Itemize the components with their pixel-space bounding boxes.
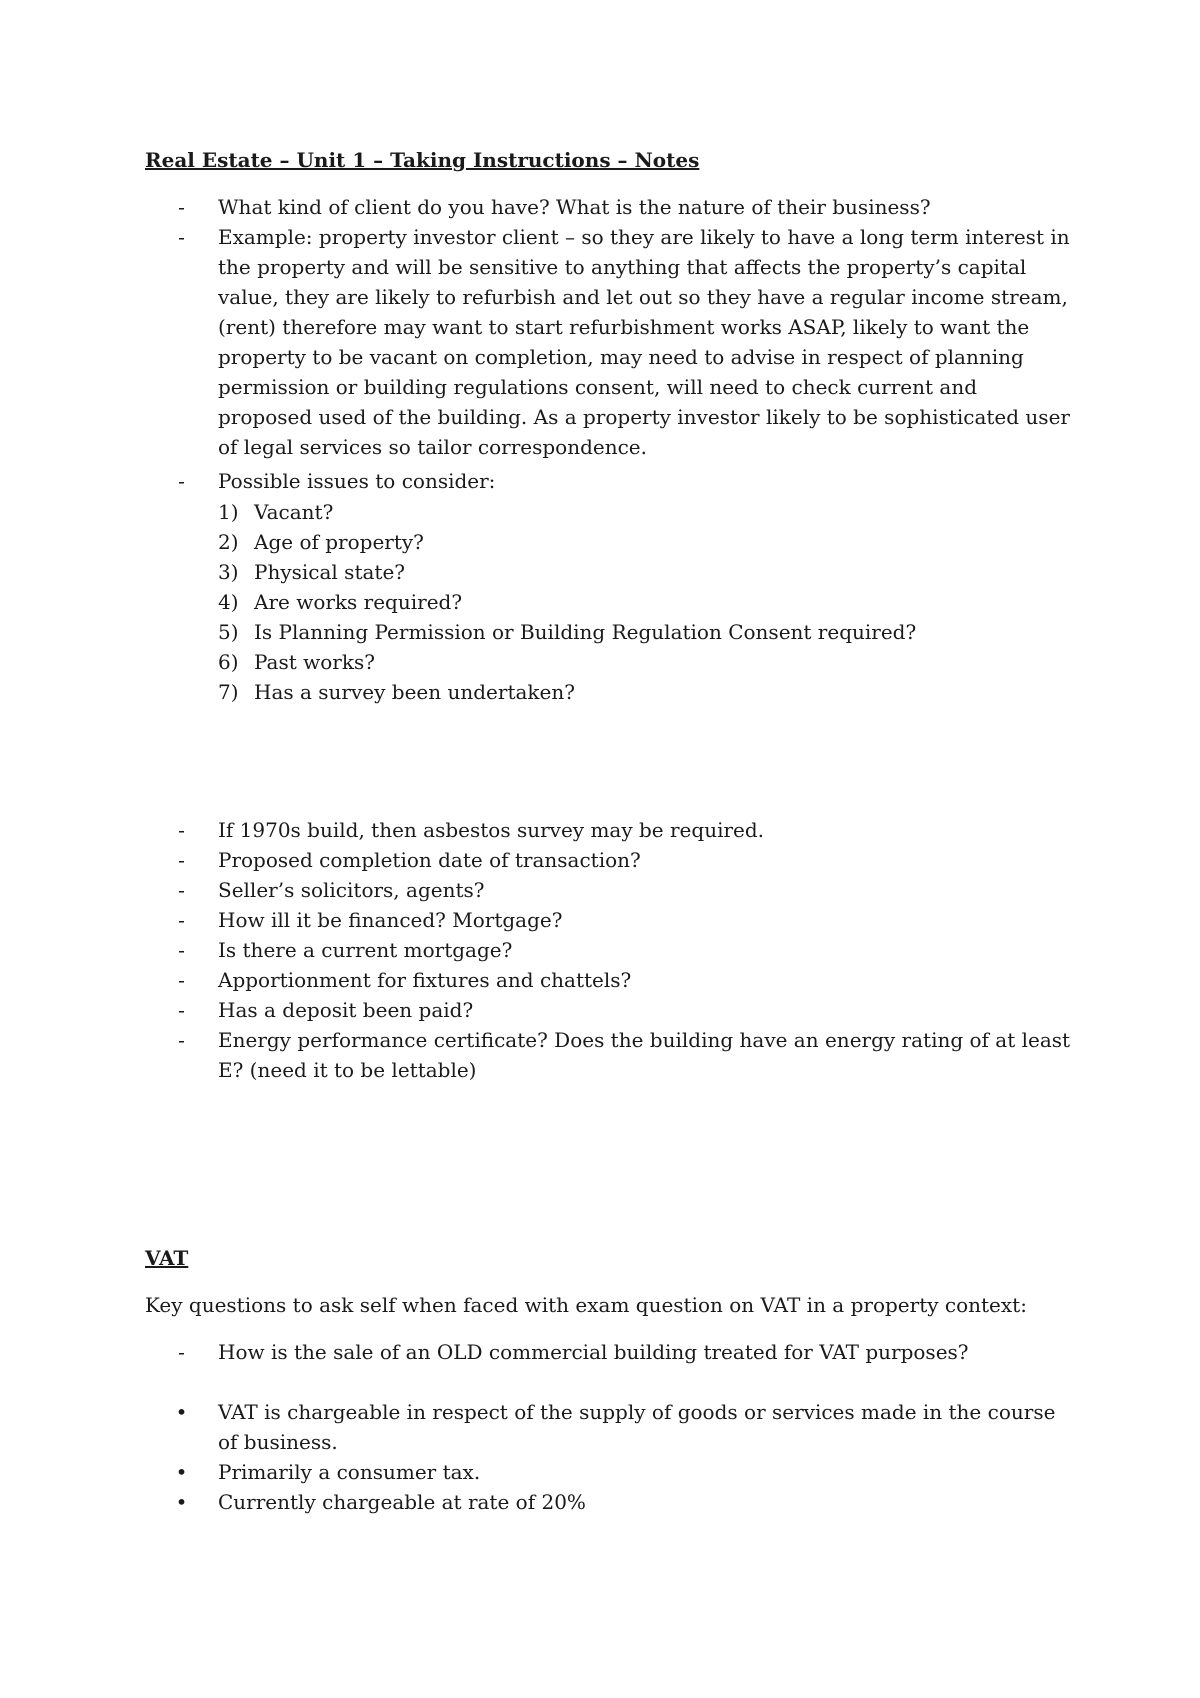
list-item: • Currently chargeable at rate of 20% <box>145 1487 1075 1517</box>
list-item: - If 1970s build, then asbestos survey may be required. <box>145 815 1075 845</box>
list-item: - How ill it be financed? Mortgage? <box>145 905 1075 935</box>
dash-marker: - <box>178 1028 185 1052</box>
dash-marker: - <box>178 848 185 872</box>
list-item: - Proposed completion date of transaction? <box>145 845 1075 875</box>
numbered-item: 4) Are works required? <box>218 590 463 614</box>
list-item: - Possible issues to consider: <box>145 466 1075 496</box>
list-item: - Energy performance certificate? Does the building have an energy rating of at least E? (need it to be lettable) <box>145 1025 1075 1085</box>
list-item: - How is the sale of an OLD commercial building treated for VAT purposes? <box>145 1337 1075 1367</box>
numbered-item: 3) Physical state? <box>218 560 405 584</box>
vat-intro: Key questions to ask self when faced with exam question on VAT in a property context: <box>145 1293 1027 1317</box>
list-item: - Apportionment for fixtures and chattels? <box>145 965 1075 995</box>
dash-marker: - <box>178 225 185 249</box>
list-item: - Has a deposit been paid? <box>145 995 1075 1025</box>
numbered-item: 2) Age of property? <box>218 530 424 554</box>
list-item: - Seller’s solicitors, agents? <box>145 875 1075 905</box>
dash-marker: - <box>178 878 185 902</box>
numbered-item: 6) Past works? <box>218 650 375 674</box>
dash-marker: - <box>178 1340 185 1364</box>
dash-marker: - <box>178 908 185 932</box>
bullet-icon: • <box>175 1490 188 1514</box>
dash-marker: - <box>178 469 185 493</box>
numbered-item: 1) Vacant? <box>218 500 334 524</box>
list-item: - What kind of client do you have? What is the nature of their business? <box>145 192 1075 222</box>
list-item: - Is there a current mortgage? <box>145 935 1075 965</box>
section-heading-vat: VAT <box>145 1246 189 1270</box>
dash-marker: - <box>178 818 185 842</box>
numbered-item: 7) Has a survey been undertaken? <box>218 680 575 704</box>
list-item: - Example: property investor client – so they are likely to have a long term interest in the property and will be sensitive to anything that affects the property’s capital value, they are likely to refurbish and let out so they have a regular income stream, (rent) therefore may want to start refurbishment works ASAP, likely to want the property to be vacant on completion, may need to advise in respect of planning permission or building regulations consent, will need to check current and proposed used of the building. As a property investor likely to be sophisticated user of legal services so tailor correspondence. <box>145 222 1075 462</box>
numbered-item: 5) Is Planning Permission or Building Regulation Consent required? <box>218 620 917 644</box>
dash-marker: - <box>178 968 185 992</box>
bullet-icon: • <box>175 1460 188 1484</box>
dash-marker: - <box>178 195 185 219</box>
page-title: Real Estate – Unit 1 – Taking Instructions – Notes <box>145 148 700 172</box>
list-item: • Primarily a consumer tax. <box>145 1457 1075 1487</box>
dash-marker: - <box>178 938 185 962</box>
dash-marker: - <box>178 998 185 1022</box>
list-item: • VAT is chargeable in respect of the supply of goods or services made in the course of business. <box>145 1397 1075 1457</box>
bullet-icon: • <box>175 1400 188 1424</box>
